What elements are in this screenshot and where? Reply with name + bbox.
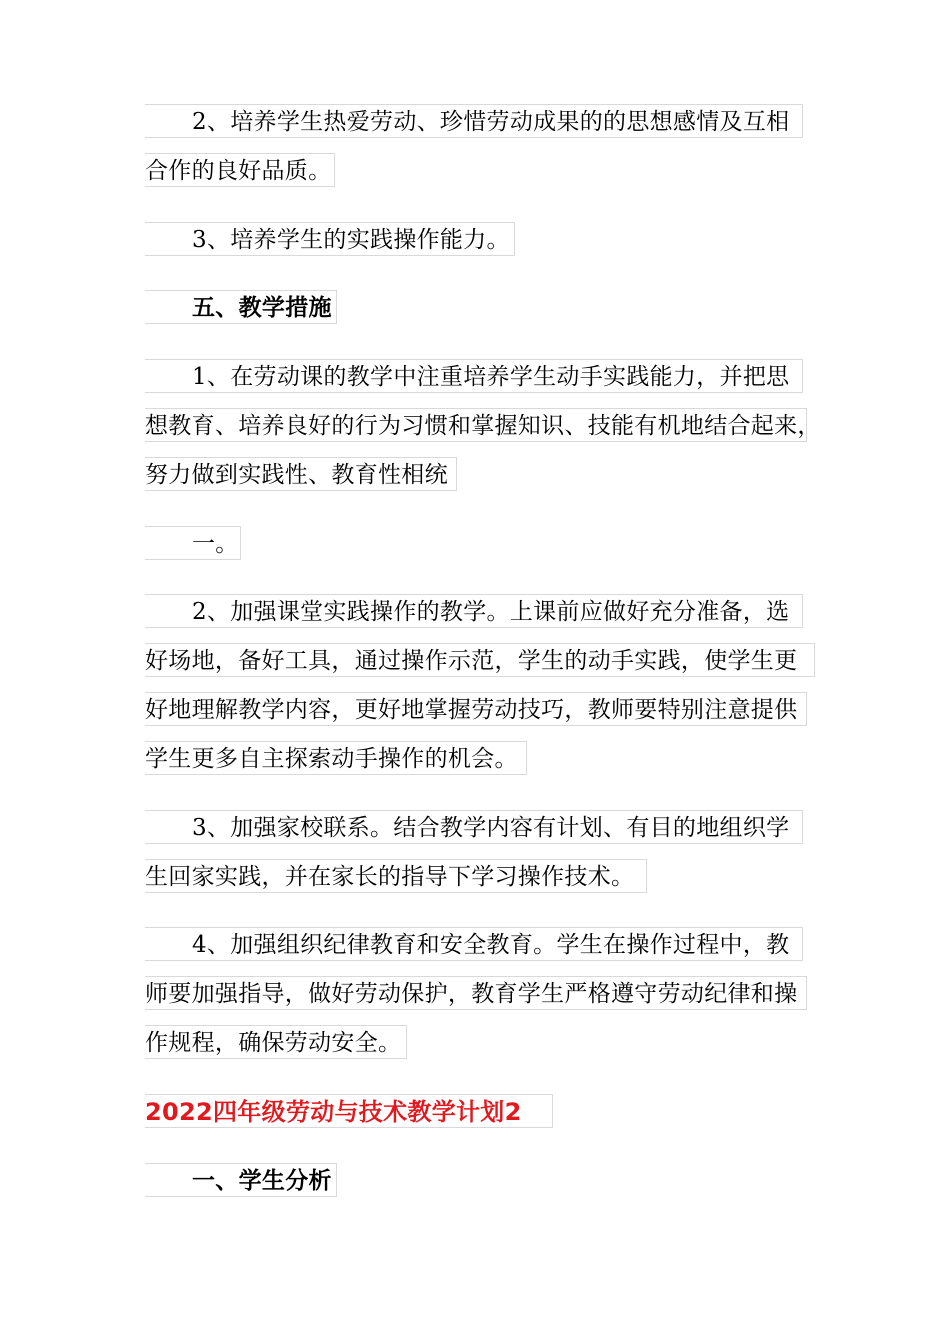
paragraph-line: 合作的良好品质。 [145, 153, 335, 187]
paragraph-line: 想教育、培养良好的行为习惯和掌握知识、技能有机地结合起来， [145, 408, 807, 442]
paragraph-line: 2、加强课堂实践操作的教学。上课前应做好充分准备，选 [145, 594, 803, 628]
paragraph-line: 作规程，确保劳动安全。 [145, 1025, 407, 1059]
document-title: 2022四年级劳动与技术教学计划2 [145, 1094, 553, 1128]
paragraph-line: 生回家实践，并在家长的指导下学习操作技术。 [145, 859, 647, 893]
paragraph-line: 学生更多自主探索动手操作的机会。 [145, 741, 527, 775]
section-heading: 一、学生分析 [145, 1163, 337, 1197]
paragraph-line: 好场地，备好工具，通过操作示范，学生的动手实践，使学生更 [145, 643, 815, 677]
paragraph-line: 师要加强指导，做好劳动保护，教育学生严格遵守劳动纪律和操 [145, 976, 807, 1010]
paragraph-line: 1、在劳动课的教学中注重培养学生动手实践能力，并把思 [145, 359, 803, 393]
section-heading: 五、教学措施 [145, 290, 337, 324]
paragraph-line: 2、培养学生热爱劳动、珍惜劳动成果的的思想感情及互相 [145, 104, 803, 138]
paragraph-line: 努力做到实践性、教育性相统 [145, 457, 457, 491]
paragraph-line: 好地理解教学内容，更好地掌握劳动技巧，教师要特别注意提供 [145, 692, 807, 726]
paragraph-line: 3、加强家校联系。结合教学内容有计划、有目的地组织学 [145, 810, 803, 844]
paragraph-line: 一。 [145, 526, 241, 560]
paragraph-line: 3、培养学生的实践操作能力。 [145, 222, 515, 256]
paragraph-line: 4、加强组织纪律教育和安全教育。学生在操作过程中，教 [145, 927, 803, 961]
